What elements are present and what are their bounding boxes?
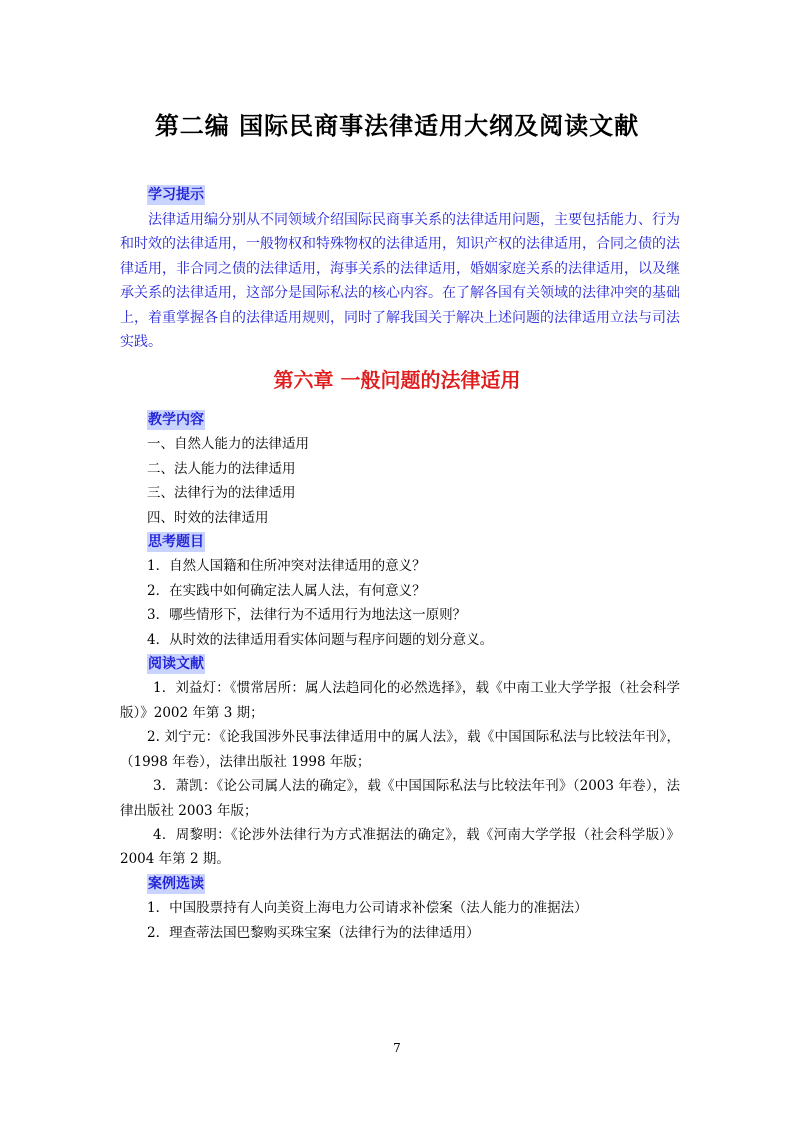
case-item: 1．中国股票持有人向美资上海电力公司请求补偿案（法人能力的准据法）	[147, 900, 588, 917]
question-item: 2．在实践中如何确定法人属人法，有何意义？	[147, 582, 426, 599]
case-item: 2．理查蒂法国巴黎购买珠宝案（法律行为的法律适用）	[147, 924, 480, 941]
teaching-item: 四、时效的法律适用	[147, 509, 269, 526]
questions-section	[120, 530, 680, 652]
question-item: 3．哪些情形下，法律行为不适用行为地法这一原则？	[147, 607, 467, 624]
question-item: 1．自然人国籍和住所冲突对法律适用的意义？	[147, 558, 426, 575]
page-number: 7	[393, 1041, 401, 1055]
readings-section	[120, 652, 680, 872]
reading-item: 3．萧凯：《论公司属人法的确定》，载《中国国际私法与比较法年刊》（2003 年卷），法律出版社 2003 年版；	[120, 778, 680, 819]
teaching-content-section	[120, 408, 680, 530]
reading-item: 1．刘益灯：《惯常居所：属人法趋同化的必然选择》，载《中南工业大学学报（社会科学版）》2002 年第 3 期；	[120, 680, 680, 721]
questions-heading: 思考题目	[148, 534, 204, 551]
cases-heading: 案例选读	[148, 875, 204, 892]
teaching-item: 一、自然人能力的法律适用	[147, 436, 309, 453]
chapter-title: 第六章 一般问题的法律适用	[273, 368, 521, 392]
readings-heading: 阅读文献	[148, 656, 204, 673]
teaching-item: 三、法律行为的法律适用	[147, 485, 296, 502]
question-item: 4．从时效的法律适用看实体问题与程序问题的划分意义。	[147, 631, 494, 648]
reading-item: 2. 刘宁元：《论我国涉外民事法律适用中的属人法》，载《中国国际私法与比较法年刊》，（1998 年卷），法律出版社 1998 年版；	[120, 729, 680, 770]
study-tips-heading: 学习提示	[148, 187, 204, 203]
study-tips-text: 法律适用编分别从不同领域介绍国际民商事关系的法律适用问题，主要包括能力、行为和时效的法律适用，一般物权和特殊物权的法律适用，知识产权的法律适用，合同之债的法律适用，非合同之债的法律适用，海事关系的法律适用，婚姻家庭关系的法律适用，以及继承关系的法律适用，这部分是国际私法的核心内容。在了解各国有关领域的法律冲突的基础上，着重掌握各自的法律适用规则，同时了解我国关于解决上述问题的法律适用立法与司法实践。	[120, 211, 680, 350]
chapter-content	[120, 408, 680, 945]
study-tips-section	[120, 183, 680, 355]
reading-item: 4．周黎明：《论涉外法律行为方式准据法的确定》，载《河南大学学报（社会科学版）》2004 年第 2 期。	[120, 826, 680, 868]
teaching-content-heading: 教学内容	[148, 412, 204, 428]
part-title: 第二编 国际民商事法律适用大纲及阅读文献	[154, 112, 640, 140]
teaching-item: 二、法人能力的法律适用	[147, 460, 296, 477]
cases-section	[120, 872, 680, 945]
